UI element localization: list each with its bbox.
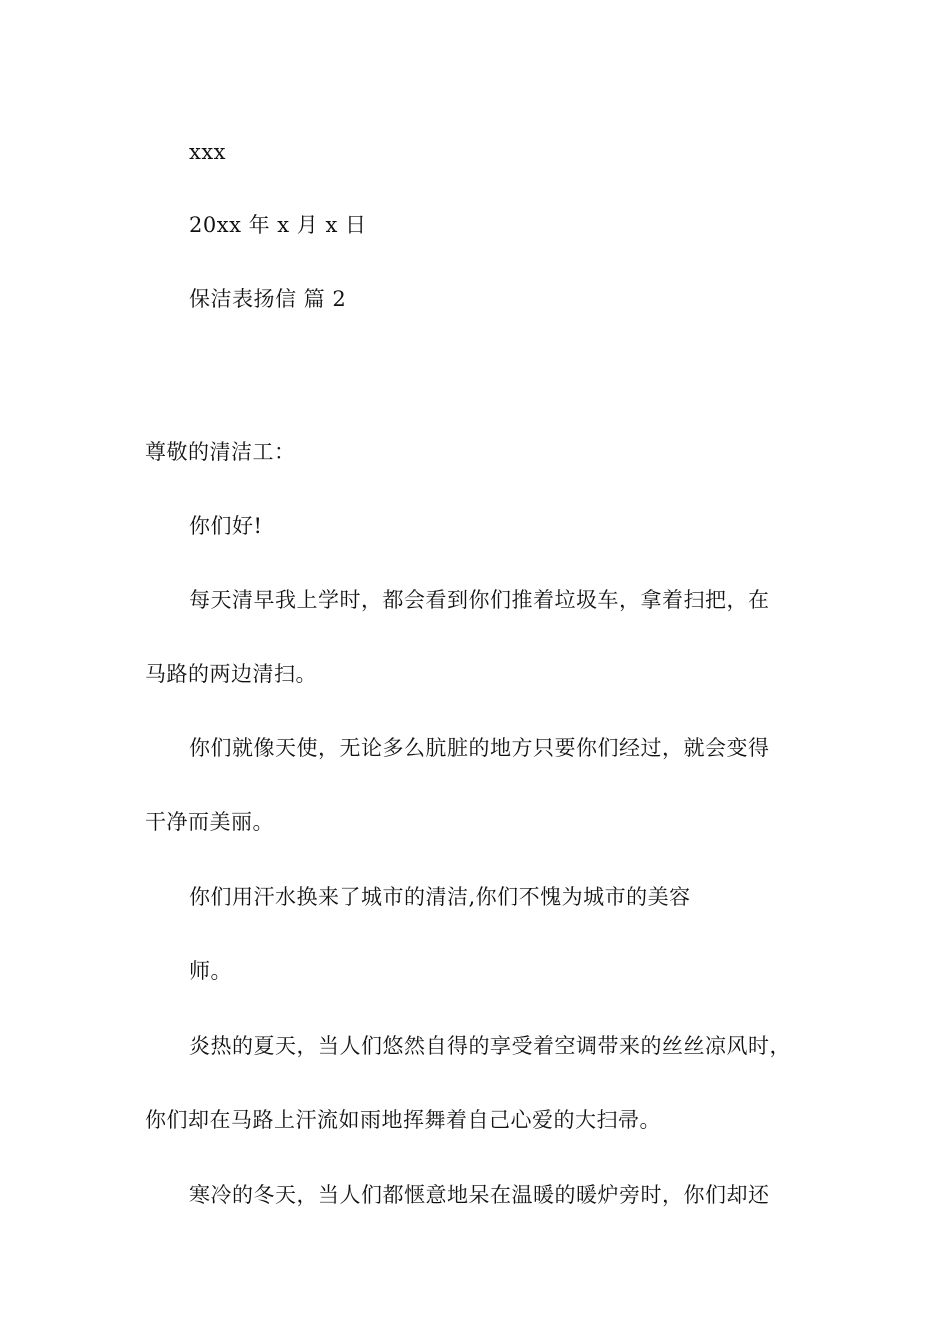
- paragraph-line: 马路的两边清扫。: [145, 662, 317, 686]
- signature: xxx: [189, 140, 227, 164]
- paragraph-line: 你们却在马路上汗流如雨地挥舞着自己心爱的大扫帚。: [145, 1108, 661, 1132]
- paragraph-line: 你们就像天使，无论多么肮脏的地方只要你们经过，就会变得: [189, 736, 770, 760]
- paragraph-line: 每天清早我上学时，都会看到你们推着垃圾车，拿着扫把，在: [189, 588, 770, 612]
- section-heading: 保洁表扬信 篇 2: [189, 287, 347, 311]
- paragraph-line: 寒冷的冬天，当人们都惬意地呆在温暖的暖炉旁时，你们却还: [189, 1183, 770, 1207]
- paragraph-line: 你们用汗水换来了城市的清洁,你们不愧为城市的美容: [189, 885, 691, 909]
- greeting: 你们好!: [189, 514, 263, 538]
- paragraph-line: 师。: [189, 959, 232, 983]
- paragraph-line: 干净而美丽。: [145, 810, 274, 834]
- date-line: 20xx 年 x 月 x 日: [189, 213, 367, 237]
- salutation: 尊敬的清洁工：: [145, 440, 296, 464]
- paragraph-line: 炎热的夏天，当人们悠然自得的享受着空调带来的丝丝凉风时，: [189, 1034, 791, 1058]
